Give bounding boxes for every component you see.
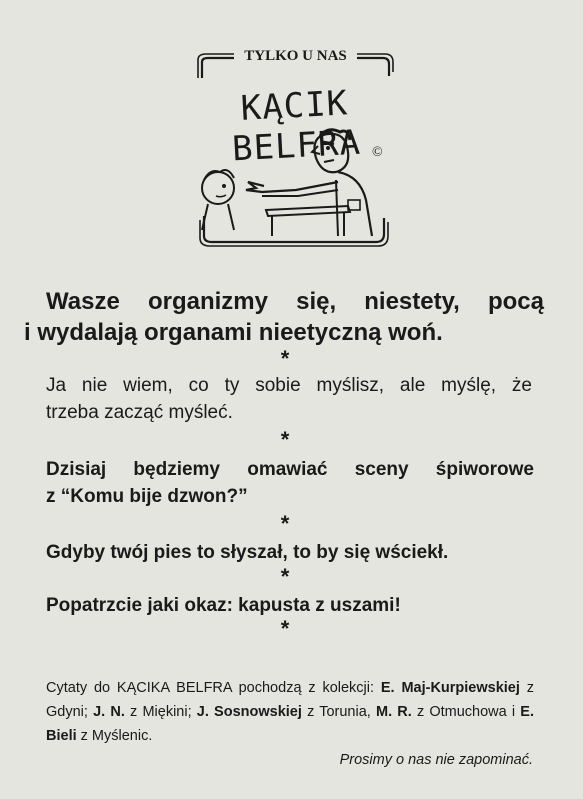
- credit-place-5: z Myślenic.: [80, 728, 153, 744]
- quote-3-line-1: Dzisiaj będziemy omawiać sceny śpiworowe: [46, 459, 534, 480]
- quote-4: Gdyby twój pies to słyszał, to by się wściekł.: [46, 542, 449, 563]
- separator-star: *: [280, 564, 290, 589]
- separator-star: *: [280, 511, 290, 536]
- separator-star: *: [280, 616, 290, 641]
- copyright-mark: ©: [372, 145, 383, 160]
- closing-note: Prosimy o nas nie zapominać.: [339, 752, 533, 768]
- credit-name-1: E. Maj-Kurpiewskiej: [380, 680, 520, 696]
- quote-5: Popatrzcie jaki okaz: kapusta z uszami!: [46, 595, 401, 616]
- credit-name-3: J. Sosnowskiej: [196, 704, 302, 720]
- quote-1-line-1: Wasze organizmy się, niestety, pocą: [46, 288, 544, 315]
- credit-name-2: J. N.: [93, 704, 125, 720]
- quote-2-line-1: Ja nie wiem, co ty sobie myślisz, ale myślę, że: [46, 375, 532, 396]
- quote-2: [46, 372, 532, 426]
- quote-3: [46, 456, 534, 510]
- credits-paragraph: [46, 676, 534, 748]
- credits-intro: Cytaty do KĄCIKA BELFRA pochodzą z kolekcji:: [46, 680, 375, 696]
- logo-banner: TYLKO U NAS: [244, 48, 347, 64]
- credit-name-4: M. R.: [375, 704, 412, 720]
- separator-star: *: [280, 346, 290, 371]
- quote-1-line-2: i wydalają organami nieetyczną woń.: [24, 319, 443, 346]
- credit-place-2: z Miękini;: [130, 704, 192, 720]
- quote-1: [24, 286, 544, 348]
- separator-star: *: [280, 427, 290, 452]
- kacik-belfra-logo: [188, 40, 403, 255]
- logo-title: KĄCIK BELFRA: [231, 83, 362, 170]
- credit-place-4: z Otmuchowa i: [416, 704, 516, 720]
- credit-name-5: E. Bieli: [46, 704, 534, 744]
- credit-place-1: z Gdyni;: [46, 680, 535, 720]
- quote-2-line-2: trzeba zacząć myśleć.: [46, 402, 233, 423]
- quote-3-line-2: z “Komu bije dzwon?”: [46, 486, 248, 507]
- credit-place-3: z Torunia,: [307, 704, 371, 720]
